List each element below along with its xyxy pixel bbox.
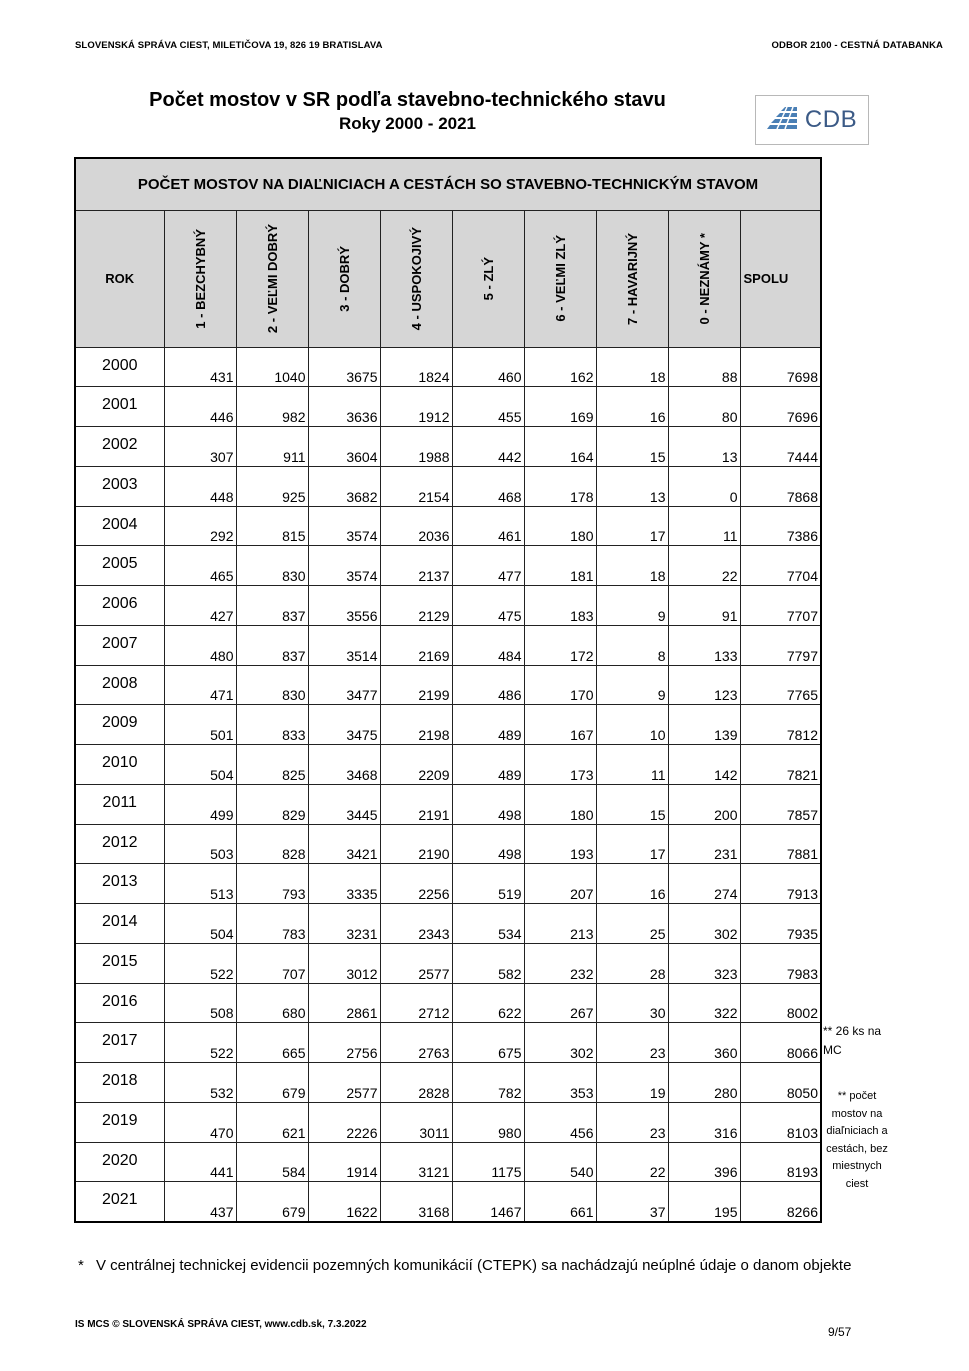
year-cell: 2012 xyxy=(75,824,164,864)
table-row xyxy=(75,466,821,506)
table-row xyxy=(75,665,821,705)
col-header-6 xyxy=(524,210,596,347)
value-cell: 442 xyxy=(452,427,524,467)
value-cell: 489 xyxy=(452,745,524,785)
value-cell: 2226 xyxy=(308,1102,380,1142)
year-cell: 2007 xyxy=(75,625,164,665)
table-row xyxy=(75,347,821,387)
value-cell: 19 xyxy=(596,1063,668,1103)
table-row xyxy=(75,784,821,824)
value-cell: 7444 xyxy=(740,427,821,467)
value-cell: 213 xyxy=(524,904,596,944)
value-cell: 7765 xyxy=(740,665,821,705)
value-cell: 830 xyxy=(236,665,308,705)
value-cell: 1467 xyxy=(452,1182,524,1222)
value-cell: 837 xyxy=(236,586,308,626)
value-cell: 461 xyxy=(452,506,524,546)
value-cell: 7857 xyxy=(740,784,821,824)
value-cell: 679 xyxy=(236,1063,308,1103)
value-cell: 280 xyxy=(668,1063,740,1103)
value-cell: 173 xyxy=(524,745,596,785)
col-header-6-label: 6 - VEĽMI ZLÝ xyxy=(552,235,568,322)
value-cell: 3682 xyxy=(308,466,380,506)
side-note-line: ciest xyxy=(845,1177,869,1190)
col-header-5 xyxy=(452,210,524,347)
value-cell: 1912 xyxy=(380,387,452,427)
value-cell: 7868 xyxy=(740,466,821,506)
value-cell: 2129 xyxy=(380,586,452,626)
value-cell: 23 xyxy=(596,1102,668,1142)
value-cell: 1040 xyxy=(236,347,308,387)
year-cell: 2016 xyxy=(75,983,164,1023)
value-cell: 468 xyxy=(452,466,524,506)
value-cell: 675 xyxy=(452,1023,524,1063)
col-header-1 xyxy=(164,210,236,347)
value-cell: 522 xyxy=(164,1023,236,1063)
value-cell: 142 xyxy=(668,745,740,785)
value-cell: 353 xyxy=(524,1063,596,1103)
value-cell: 2154 xyxy=(380,466,452,506)
col-header-2-label: 2 - VEĽMI DOBRÝ xyxy=(264,223,280,334)
value-cell: 2169 xyxy=(380,625,452,665)
value-cell: 448 xyxy=(164,466,236,506)
value-cell: 679 xyxy=(236,1182,308,1222)
value-cell: 169 xyxy=(524,387,596,427)
value-cell: 3011 xyxy=(380,1102,452,1142)
value-cell: 3636 xyxy=(308,387,380,427)
col-header-7-label: 7 - HAVARIJNÝ xyxy=(624,232,640,325)
value-cell: 7821 xyxy=(740,745,821,785)
value-cell: 3556 xyxy=(308,586,380,626)
value-cell: 7812 xyxy=(740,705,821,745)
year-cell: 2020 xyxy=(75,1142,164,1182)
value-cell: 396 xyxy=(668,1142,740,1182)
value-cell: 471 xyxy=(164,665,236,705)
side-note-line: diaľniciach a xyxy=(826,1125,888,1137)
value-cell: 2209 xyxy=(380,745,452,785)
value-cell: 441 xyxy=(164,1142,236,1182)
value-cell: 707 xyxy=(236,943,308,983)
value-cell: 480 xyxy=(164,625,236,665)
value-cell: 3012 xyxy=(308,943,380,983)
value-cell: 3574 xyxy=(308,546,380,586)
value-cell: 183 xyxy=(524,586,596,626)
value-cell: 7881 xyxy=(740,824,821,864)
value-cell: 3475 xyxy=(308,705,380,745)
value-cell: 456 xyxy=(524,1102,596,1142)
value-cell: 25 xyxy=(596,904,668,944)
col-header-4 xyxy=(380,210,452,347)
year-cell: 2018 xyxy=(75,1063,164,1103)
bridges-condition-table xyxy=(74,157,822,1223)
col-header-0-label: 0 - NEZNÁMY * xyxy=(696,232,712,325)
value-cell: 793 xyxy=(236,864,308,904)
value-cell: 504 xyxy=(164,904,236,944)
value-cell: 7913 xyxy=(740,864,821,904)
value-cell: 2577 xyxy=(308,1063,380,1103)
year-cell: 2021 xyxy=(75,1182,164,1222)
value-cell: 231 xyxy=(668,824,740,864)
value-cell: 2343 xyxy=(380,904,452,944)
value-cell: 665 xyxy=(236,1023,308,1063)
value-cell: 477 xyxy=(452,546,524,586)
col-header-rok: ROK xyxy=(75,210,164,347)
value-cell: 584 xyxy=(236,1142,308,1182)
value-cell: 7698 xyxy=(740,347,821,387)
table-caption: POČET MOSTOV NA DIAĽNICIACH A CESTÁCH SO STAVEBNO-TECHNICKÝM STAVOM xyxy=(75,158,821,210)
value-cell: 162 xyxy=(524,347,596,387)
value-cell: 10 xyxy=(596,705,668,745)
value-cell: 8266 xyxy=(740,1182,821,1222)
value-cell: 178 xyxy=(524,466,596,506)
note-2017 xyxy=(823,1022,881,1060)
value-cell: 167 xyxy=(524,705,596,745)
value-cell: 3168 xyxy=(380,1182,452,1222)
value-cell: 302 xyxy=(524,1023,596,1063)
col-header-7 xyxy=(596,210,668,347)
value-cell: 16 xyxy=(596,864,668,904)
value-cell: 455 xyxy=(452,387,524,427)
value-cell: 139 xyxy=(668,705,740,745)
value-cell: 22 xyxy=(596,1142,668,1182)
value-cell: 1824 xyxy=(380,347,452,387)
value-cell: 88 xyxy=(668,347,740,387)
year-cell: 2008 xyxy=(75,665,164,705)
value-cell: 3121 xyxy=(380,1142,452,1182)
footnote xyxy=(78,1257,851,1274)
col-header-5-label: 5 - ZLÝ xyxy=(480,256,496,301)
value-cell: 982 xyxy=(236,387,308,427)
cdb-logo-icon xyxy=(767,105,801,135)
page-title: Počet mostov v SR podľa stavebno-technického stavu xyxy=(149,89,666,111)
value-cell: 498 xyxy=(452,784,524,824)
value-cell: 504 xyxy=(164,745,236,785)
year-cell: 2019 xyxy=(75,1102,164,1142)
value-cell: 815 xyxy=(236,506,308,546)
table-row xyxy=(75,546,821,586)
value-cell: 195 xyxy=(668,1182,740,1222)
note-2017-line1: ** 26 ks na xyxy=(823,1024,882,1038)
value-cell: 274 xyxy=(668,864,740,904)
table-row xyxy=(75,1102,821,1142)
table-row xyxy=(75,1063,821,1103)
value-cell: 508 xyxy=(164,983,236,1023)
value-cell: 17 xyxy=(596,824,668,864)
value-cell: 323 xyxy=(668,943,740,983)
value-cell: 3514 xyxy=(308,625,380,665)
footnote-text: V centrálnej technickej evidencii pozemných komunikácií (CTEPK) sa nachádzajú neúplné údaje o danom objekte xyxy=(96,1257,852,1274)
footer-copyright: IS MCS © SLOVENSKÁ SPRÁVA CIEST, www.cdb.sk, 7.3.2022 xyxy=(75,1319,367,1330)
year-cell: 2013 xyxy=(75,864,164,904)
value-cell: 9 xyxy=(596,586,668,626)
value-cell: 1622 xyxy=(308,1182,380,1222)
value-cell: 8002 xyxy=(740,983,821,1023)
side-note-line: ** počet xyxy=(837,1090,877,1102)
note-2017-line2: MC xyxy=(823,1043,842,1057)
col-header-3-label: 3 - DOBRÝ xyxy=(336,245,352,312)
value-cell: 322 xyxy=(668,983,740,1023)
value-cell: 830 xyxy=(236,546,308,586)
value-cell: 13 xyxy=(668,427,740,467)
value-cell: 172 xyxy=(524,625,596,665)
value-cell: 80 xyxy=(668,387,740,427)
value-cell: 522 xyxy=(164,943,236,983)
value-cell: 23 xyxy=(596,1023,668,1063)
value-cell: 0 xyxy=(668,466,740,506)
value-cell: 180 xyxy=(524,784,596,824)
side-note-line: mostov na xyxy=(831,1107,883,1120)
col-header-spolu: SPOLU xyxy=(740,210,821,347)
value-cell: 2198 xyxy=(380,705,452,745)
value-cell: 484 xyxy=(452,625,524,665)
value-cell: 9 xyxy=(596,665,668,705)
value-cell: 833 xyxy=(236,705,308,745)
side-note-line: cestách, bez xyxy=(826,1142,888,1155)
value-cell: 499 xyxy=(164,784,236,824)
value-cell: 17 xyxy=(596,506,668,546)
value-cell: 540 xyxy=(524,1142,596,1182)
value-cell: 7707 xyxy=(740,586,821,626)
value-cell: 15 xyxy=(596,427,668,467)
col-header-2 xyxy=(236,210,308,347)
value-cell: 30 xyxy=(596,983,668,1023)
value-cell: 980 xyxy=(452,1102,524,1142)
value-cell: 7704 xyxy=(740,546,821,586)
value-cell: 8 xyxy=(596,625,668,665)
value-cell: 1988 xyxy=(380,427,452,467)
value-cell: 532 xyxy=(164,1063,236,1103)
value-cell: 37 xyxy=(596,1182,668,1222)
value-cell: 316 xyxy=(668,1102,740,1142)
value-cell: 8066 xyxy=(740,1023,821,1063)
year-cell: 2011 xyxy=(75,784,164,824)
value-cell: 680 xyxy=(236,983,308,1023)
year-cell: 2002 xyxy=(75,427,164,467)
col-header-3 xyxy=(308,210,380,347)
value-cell: 446 xyxy=(164,387,236,427)
value-cell: 486 xyxy=(452,665,524,705)
value-cell: 783 xyxy=(236,904,308,944)
header-department: ODBOR 2100 - CESTNÁ DATABANKA xyxy=(771,40,943,51)
year-cell: 2005 xyxy=(75,546,164,586)
value-cell: 28 xyxy=(596,943,668,983)
value-cell: 3574 xyxy=(308,506,380,546)
value-cell: 18 xyxy=(596,347,668,387)
value-cell: 437 xyxy=(164,1182,236,1222)
value-cell: 837 xyxy=(236,625,308,665)
value-cell: 164 xyxy=(524,427,596,467)
table-row xyxy=(75,387,821,427)
value-cell: 3231 xyxy=(308,904,380,944)
col-header-4-label: 4 - USPOKOJIVÝ xyxy=(408,226,424,331)
value-cell: 16 xyxy=(596,387,668,427)
value-cell: 427 xyxy=(164,586,236,626)
value-cell: 2036 xyxy=(380,506,452,546)
value-cell: 193 xyxy=(524,824,596,864)
cdb-logo-text: CDB xyxy=(804,106,858,133)
value-cell: 133 xyxy=(668,625,740,665)
value-cell: 267 xyxy=(524,983,596,1023)
value-cell: 782 xyxy=(452,1063,524,1103)
value-cell: 11 xyxy=(668,506,740,546)
value-cell: 13 xyxy=(596,466,668,506)
value-cell: 828 xyxy=(236,824,308,864)
value-cell: 207 xyxy=(524,864,596,904)
value-cell: 519 xyxy=(452,864,524,904)
table-row xyxy=(75,745,821,785)
side-note xyxy=(822,1088,892,1193)
value-cell: 22 xyxy=(668,546,740,586)
side-note-line: miestnych xyxy=(832,1160,882,1172)
value-cell: 7935 xyxy=(740,904,821,944)
col-header-1-label: 1 - BEZCHYBNÝ xyxy=(192,228,208,329)
value-cell: 2137 xyxy=(380,546,452,586)
value-cell: 501 xyxy=(164,705,236,745)
value-cell: 2828 xyxy=(380,1063,452,1103)
cdb-logo xyxy=(755,95,869,145)
value-cell: 170 xyxy=(524,665,596,705)
value-cell: 825 xyxy=(236,745,308,785)
table-row xyxy=(75,1023,821,1063)
value-cell: 3468 xyxy=(308,745,380,785)
value-cell: 925 xyxy=(236,466,308,506)
table-row xyxy=(75,506,821,546)
table-row xyxy=(75,427,821,467)
table-row xyxy=(75,1142,821,1182)
table-row xyxy=(75,625,821,665)
year-cell: 2009 xyxy=(75,705,164,745)
year-cell: 2001 xyxy=(75,387,164,427)
value-cell: 7696 xyxy=(740,387,821,427)
value-cell: 661 xyxy=(524,1182,596,1222)
value-cell: 123 xyxy=(668,665,740,705)
value-cell: 7386 xyxy=(740,506,821,546)
table-row xyxy=(75,586,821,626)
value-cell: 2861 xyxy=(308,983,380,1023)
value-cell: 1175 xyxy=(452,1142,524,1182)
footnote-marker: * xyxy=(78,1257,84,1274)
table-row xyxy=(75,904,821,944)
value-cell: 91 xyxy=(668,586,740,626)
year-cell: 2015 xyxy=(75,943,164,983)
value-cell: 8050 xyxy=(740,1063,821,1103)
value-cell: 18 xyxy=(596,546,668,586)
value-cell: 622 xyxy=(452,983,524,1023)
value-cell: 621 xyxy=(236,1102,308,1142)
value-cell: 302 xyxy=(668,904,740,944)
value-cell: 460 xyxy=(452,347,524,387)
value-cell: 2256 xyxy=(380,864,452,904)
year-cell: 2003 xyxy=(75,466,164,506)
value-cell: 3445 xyxy=(308,784,380,824)
value-cell: 8103 xyxy=(740,1102,821,1142)
year-cell: 2017 xyxy=(75,1023,164,1063)
table-row xyxy=(75,943,821,983)
header-organization: SLOVENSKÁ SPRÁVA CIEST, MILETIČOVA 19, 826 19 BRATISLAVA xyxy=(75,40,383,51)
value-cell: 7983 xyxy=(740,943,821,983)
value-cell: 3335 xyxy=(308,864,380,904)
table-row xyxy=(75,705,821,745)
value-cell: 2577 xyxy=(380,943,452,983)
value-cell: 829 xyxy=(236,784,308,824)
value-cell: 503 xyxy=(164,824,236,864)
year-cell: 2014 xyxy=(75,904,164,944)
table-row xyxy=(75,983,821,1023)
value-cell: 911 xyxy=(236,427,308,467)
value-cell: 7797 xyxy=(740,625,821,665)
year-cell: 2006 xyxy=(75,586,164,626)
value-cell: 2712 xyxy=(380,983,452,1023)
value-cell: 232 xyxy=(524,943,596,983)
value-cell: 2756 xyxy=(308,1023,380,1063)
col-header-0 xyxy=(668,210,740,347)
value-cell: 534 xyxy=(452,904,524,944)
value-cell: 181 xyxy=(524,546,596,586)
value-cell: 11 xyxy=(596,745,668,785)
table-row xyxy=(75,1182,821,1222)
value-cell: 3604 xyxy=(308,427,380,467)
table-row xyxy=(75,864,821,904)
value-cell: 513 xyxy=(164,864,236,904)
value-cell: 582 xyxy=(452,943,524,983)
value-cell: 489 xyxy=(452,705,524,745)
value-cell: 307 xyxy=(164,427,236,467)
year-cell: 2010 xyxy=(75,745,164,785)
value-cell: 498 xyxy=(452,824,524,864)
value-cell: 2763 xyxy=(380,1023,452,1063)
value-cell: 292 xyxy=(164,506,236,546)
value-cell: 475 xyxy=(452,586,524,626)
value-cell: 2191 xyxy=(380,784,452,824)
value-cell: 465 xyxy=(164,546,236,586)
value-cell: 180 xyxy=(524,506,596,546)
value-cell: 360 xyxy=(668,1023,740,1063)
value-cell: 15 xyxy=(596,784,668,824)
table-row xyxy=(75,824,821,864)
value-cell: 470 xyxy=(164,1102,236,1142)
value-cell: 2190 xyxy=(380,824,452,864)
page-number: 9/57 xyxy=(828,1325,852,1339)
value-cell: 2199 xyxy=(380,665,452,705)
page-subtitle: Roky 2000 - 2021 xyxy=(338,114,477,133)
value-cell: 3477 xyxy=(308,665,380,705)
value-cell: 1914 xyxy=(308,1142,380,1182)
value-cell: 431 xyxy=(164,347,236,387)
year-cell: 2004 xyxy=(75,506,164,546)
value-cell: 3675 xyxy=(308,347,380,387)
value-cell: 3421 xyxy=(308,824,380,864)
value-cell: 8193 xyxy=(740,1142,821,1182)
year-cell: 2000 xyxy=(75,347,164,387)
value-cell: 200 xyxy=(668,784,740,824)
